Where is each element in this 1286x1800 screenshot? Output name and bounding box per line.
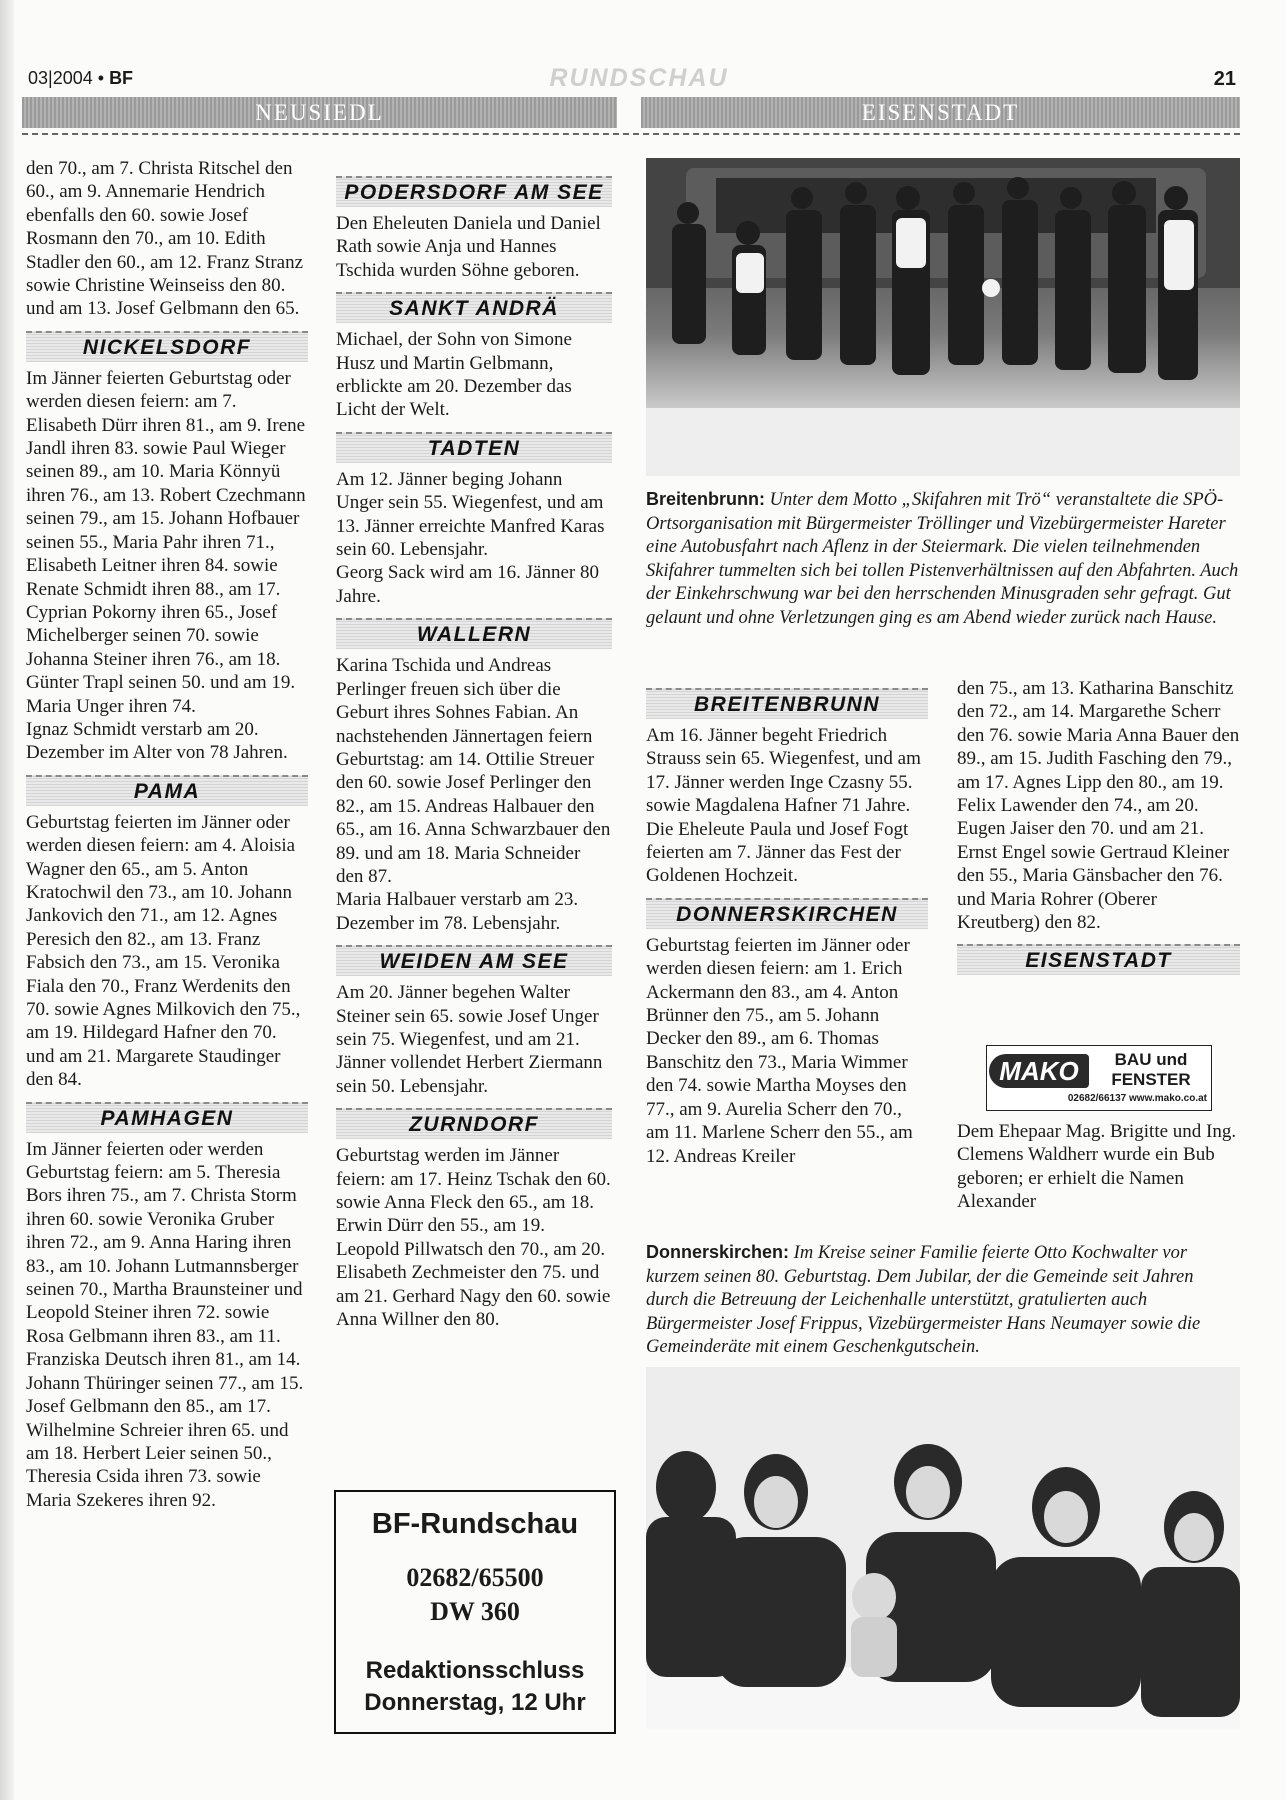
- publication-title: RUNDSCHAU: [549, 64, 729, 92]
- caption-place: Donnerskirchen:: [646, 1242, 790, 1262]
- section-heading: PAMHAGEN: [26, 1102, 308, 1133]
- ad-deadline: Redaktionsschluss Donnerstag, 12 Uhr: [364, 1657, 586, 1716]
- article-text: Im Jänner feierten oder werden Geburtstag feiern: am 5. Theresia Bors ihren 75., am 7. Christa Storm ihren 60. sowie Veronika Gruber ihren 72., am 9. Anna Haring ihren 83., am 10. Johann Lutmannsberger seinen 70., Martha Braunsteiner und Leopold Steiner ihren 72. sowie Rosa Gelbmann ihren 83., am 11. Franziska Deutsch ihren 81., am 14. Johann Thüringer seinen 77., am 15. Josef Gelbmann den 85., am 17. Wilhelmine Schreier ihren 65. und am 18. Herbert Leier seinen 50., Theresia Csida ihren 73. sowie Maria Szekeres ihren 92.: [26, 1138, 304, 1511]
- section-heading: ZURNDORF: [336, 1108, 612, 1139]
- section-heading: SANKT ANDRÄ: [336, 292, 612, 323]
- column-3: [646, 688, 928, 1168]
- family-photo-caption: [646, 1241, 1240, 1360]
- ad-title: BF-Rundschau: [371, 1508, 579, 1540]
- section-heading: PAMA: [26, 775, 308, 806]
- mako-advertisement: [986, 1045, 1212, 1111]
- page-binding-edge: [0, 0, 14, 1800]
- region-band-eisenstadt: EISENSTADT: [641, 97, 1240, 128]
- mako-logo: MAKO: [989, 1054, 1089, 1088]
- section-heading: WEIDEN AM SEE: [336, 945, 612, 976]
- article-text: Dem Ehepaar Mag. Brigitte und Ing. Clemens Waldherr wurde ein Bub geboren; er erhielt die Namen Alexander: [957, 1121, 1237, 1213]
- article-text: Am 12. Jänner beging Johann Unger sein 55. Wiegenfest, und am 13. Jänner erreichte Manfred Karas sein 60. Lebensjahr.: [336, 468, 605, 561]
- column-1: [26, 157, 308, 1512]
- ski-group-photo: [646, 158, 1240, 476]
- column-2: [336, 176, 612, 1331]
- article-text: Geburtstag werden im Jänner feiern: am 17. Heinz Tschak den 60. sowie Anna Fleck den 65., am 18. Erwin Dürr den 55., am 19. Leopold Pillwatsch den 70., am 20. Elisabeth Zechmeister den 75. und am 21. Gerhard Nagy den 60. sowie Anna Willner den 80.: [336, 1145, 611, 1331]
- mako-contact: 02682/66137 www.mako.co.at: [1067, 1093, 1207, 1104]
- header-rule: [22, 133, 1240, 135]
- section-heading: WALLERN: [336, 618, 612, 649]
- article-text: Maria Halbauer verstarb am 23. Dezember im 78. Lebensjahr.: [336, 889, 579, 934]
- column-4: [957, 677, 1240, 980]
- article-continuation: den 70., am 7. Christa Ritschel den 60., am 9. Annemarie Hendrich ebenfalls den 60. sowie Josef Rosmann den 70., am 10. Edith Stadler den 60., am 12. Franz Stranz sowie Christine Weinseiss den 80. und am 13. Josef Gelbmann den 65.: [26, 158, 304, 320]
- issue-header: [28, 68, 133, 89]
- eisenstadt-article: [957, 1120, 1240, 1214]
- caption-text: Unter dem Motto „Skifahren mit Trö“ veranstaltete die SPÖ-Ortsorganisation mit Bürgermeister Tröllinger und Vizebürgermeister Hareter eine Autobusfahrt nach Aflenz in der Steiermark. Die vielen teilnehmenden Skifahrer tummelten sich bei tollen Pistenverhältnissen auf den Abfahrten. Auch der Einkehrschwung war bei den herrschenden Minusgraden sehr gefragt. Gut gelaunt und ohne Verletzungen ging es am Abend wieder zurück nach Hause.: [646, 490, 1239, 628]
- article-text: Michael, der Sohn von Simone Husz und Martin Gelbmann, erblickte am 20. Dezember das Licht der Welt.: [336, 329, 572, 421]
- ad-phone: 02682/65500 DW 360: [406, 1563, 544, 1626]
- contact-ad-box: [334, 1490, 616, 1734]
- article-text: Ignaz Schmidt verstarb am 20. Dezember im Alter von 78 Jahren.: [26, 718, 288, 764]
- family-illustration: [646, 1367, 1240, 1729]
- article-text: Geburtstag feierten im Jänner oder werden diesen feiern: am 4. Aloisia Wagner den 65., am 5. Anton Kratochwil den 73., am 10. Johann Jankovich den 71., am 12. Agnes Peresich den 82., am 13. Franz Fabsich den 73., am 15. Veronika Fiala den 70., Franz Werdenits den 70. sowie Agnes Milkovich den 75., am 19. Hildegard Hafner den 70. und am 21. Margarete Staudinger den 84.: [26, 811, 301, 1091]
- section-heading: DONNERSKIRCHEN: [646, 898, 928, 929]
- page-number: 21: [1213, 68, 1236, 90]
- band-divider: [617, 97, 641, 128]
- section-heading: BREITENBRUNN: [646, 688, 928, 719]
- section-heading: TADTEN: [336, 432, 612, 463]
- article-text: Den Eheleuten Daniela und Daniel Rath sowie Anja und Hannes Tschida wurden Söhne geboren.: [336, 213, 601, 281]
- article-text: Karina Tschida und Andreas Perlinger freuen sich über die Geburt ihres Sohnes Fabian. An nachstehenden Jännertagen feiern Geburtstag: am 14. Ottilie Streuer den 60. sowie Josef Perlinger den 82., am 15. Andreas Halbauer den 65., am 16. Anna Schwarzbauer den 89. und am 18. Maria Schneider den 87.: [336, 655, 611, 887]
- article-text: Am 20. Jänner begehen Walter Steiner sein 65. sowie Josef Unger sein 75. Wiegenfest, und am 21. Jänner vollendet Herbert Ziermann sein 50. Lebensjahr.: [336, 982, 603, 1097]
- article-text: Georg Sack wird am 16. Jänner 80 Jahre.: [336, 562, 599, 607]
- caption-text: Im Kreise seiner Familie feierte Otto Kochwalter vor kurzem seinen 80. Geburtstag. Dem Jubilar, der die Gemeinde seit Jahren durch die Betreuung der Leichenhalle unterstützt, gratulierten auch Bürgermeister Josef Frippus, Vizebürgermeister Hans Neumayer sowie die Gemeinderäte mit einem Geschenkgutschein.: [646, 1243, 1201, 1358]
- family-photo: [646, 1367, 1240, 1729]
- section-heading: NICKELSDORF: [26, 331, 308, 362]
- section-heading: EISENSTADT: [957, 944, 1240, 975]
- article-text: Geburtstag feierten im Jänner oder werden diesen feiern: am 1. Erich Ackermann den 83., am 4. Anton Brünner den 75., am 5. Johann Decker den 89., am 6. Thomas Banschitz den 73., Maria Wimmer den 74. sowie Martha Moyses den 77., am 9. Aurelia Scherr den 70., am 11. Marlene Scherr den 55., am 12. Andreas Kreiler: [646, 934, 913, 1167]
- issue-date: 03|2004 •: [28, 68, 105, 88]
- mako-tagline: BAU und FENSTER: [1111, 1050, 1191, 1089]
- article-text: Am 16. Jänner begeht Friedrich Strauss sein 65. Wiegenfest, und am 17. Jänner werden Inge Czasny 55. sowie Magdalena Hafner 71 Jahre. Die Eheleute Paula und Josef Fogt feierten am 7. Jänner das Fest der Goldenen Hochzeit.: [646, 725, 921, 887]
- section-heading: PODERSDORF AM SEE: [336, 176, 612, 207]
- article-text: Im Jänner feierten Geburtstag oder werden diesen feiern: am 7. Elisabeth Dürr ihren 81., am 9. Irene Jandl ihren 83. sowie Paul Wieger seinen 89., am 10. Maria Könnyü ihren 76., am 13. Robert Czechmann seinen 79., am 15. Johann Hofbauer seinen 55., Maria Pahr ihren 71., Elisabeth Leitner ihren 84. sowie Renate Schmidt ihren 88., am 17. Cyprian Pokorny ihren 65., Josef Michelberger seinen 70. sowie Johanna Steiner ihren 76., am 18. Günter Trapl seinen 50. und am 19. Maria Unger ihren 74.: [26, 367, 306, 717]
- region-band-neusiedl: NEUSIEDL: [22, 97, 617, 128]
- caption-place: Breitenbrunn:: [646, 489, 765, 509]
- brand-label: BF: [109, 68, 134, 88]
- ski-photo-caption: [646, 488, 1240, 631]
- ski-group-illustration: [646, 158, 1240, 476]
- article-continuation: den 75., am 13. Katharina Banschitz den 72., am 14. Margarethe Scherr den 76. sowie Maria Anna Bauer den 89., am 15. Judith Fasching den 79., am 17. Agnes Lipp den 80., am 19. Felix Lawender den 74., am 20. Eugen Jaiser den 70. und am 21. Ernst Engel sowie Gertraud Kleiner den 55., Maria Gänsbacher den 76. und Maria Rohrer (Oberer Kreutberg) den 82.: [957, 678, 1240, 934]
